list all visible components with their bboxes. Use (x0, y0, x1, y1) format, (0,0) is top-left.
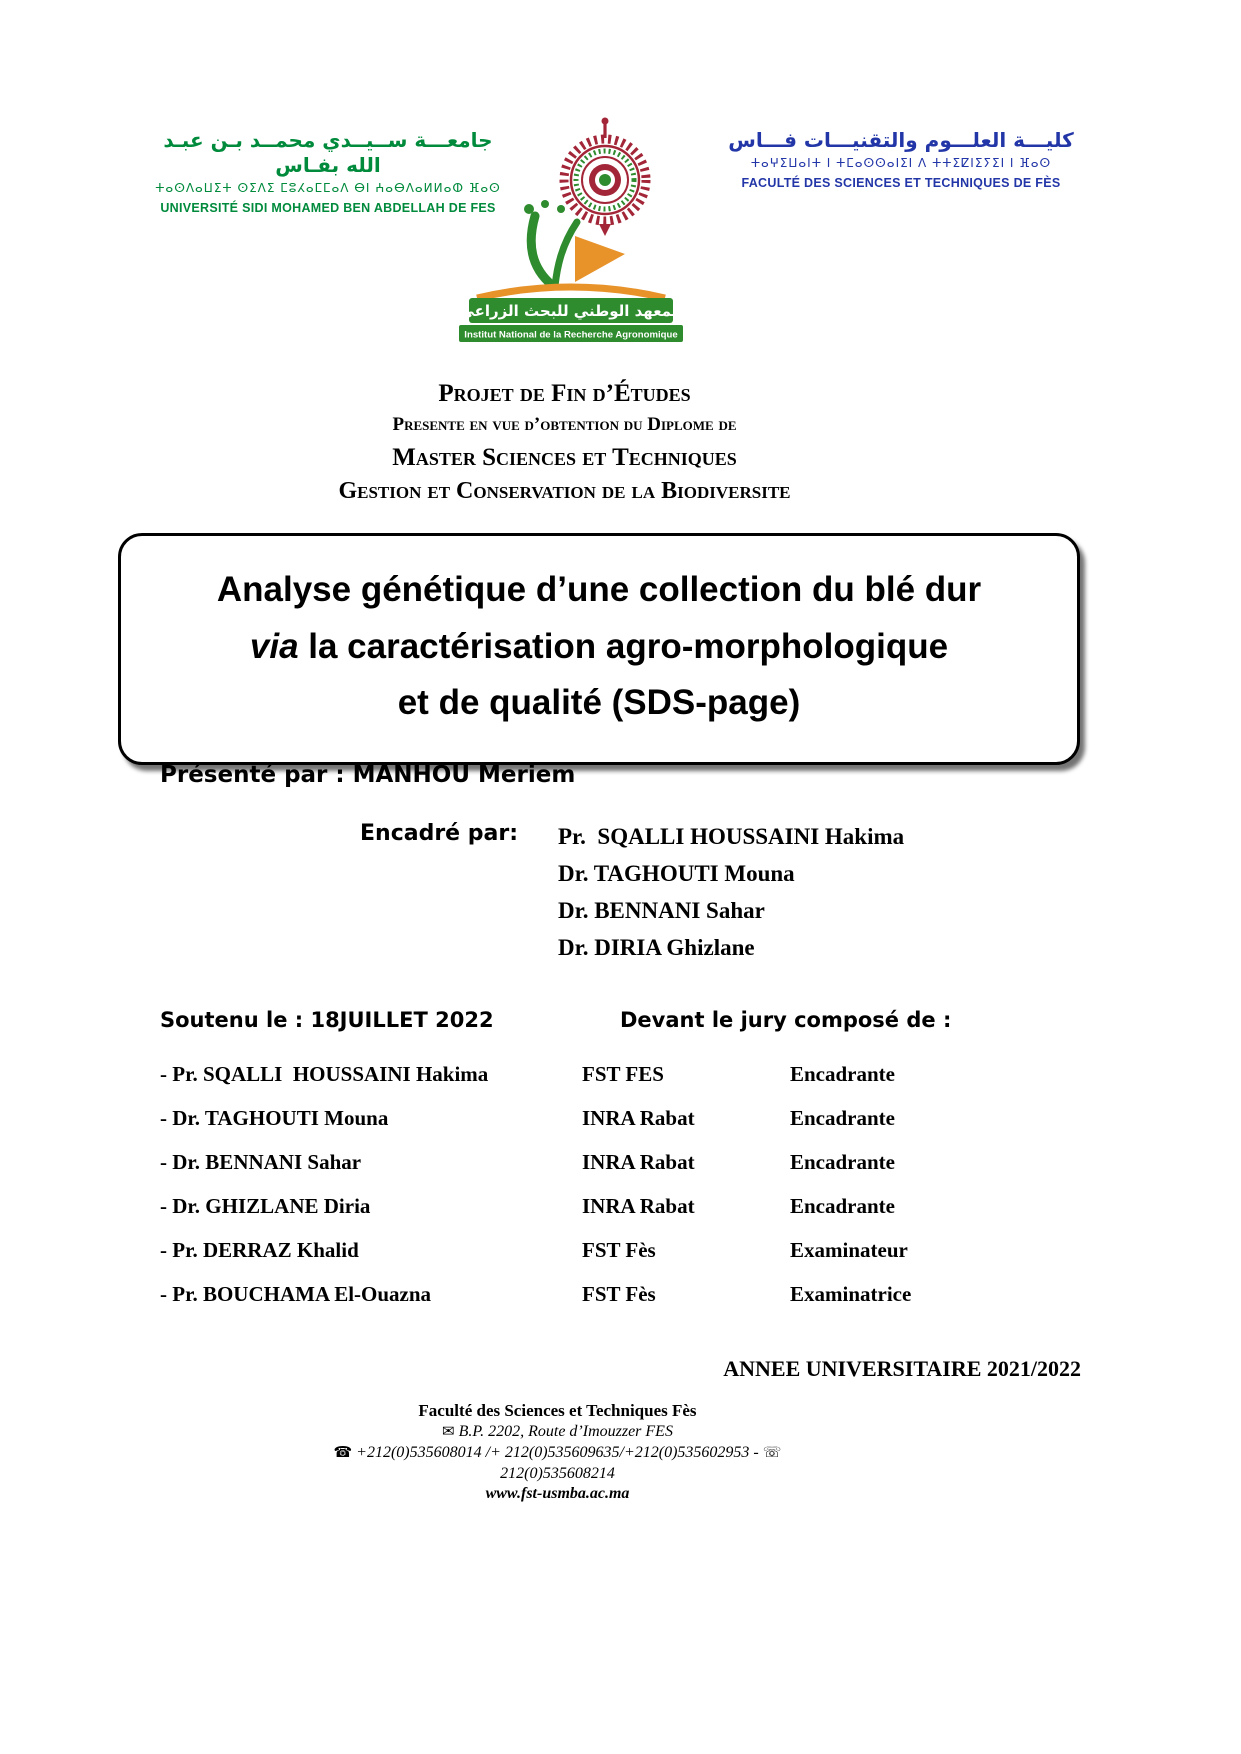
jury-member-role: Examinateur (790, 1237, 908, 1262)
defense-header (160, 1008, 1101, 1032)
phone-icon: ☎ (333, 1442, 353, 1461)
jury-row (160, 1096, 1100, 1140)
diploma-purpose: Presente en vue d’obtention du Diplome de (392, 414, 737, 435)
thesis-title-line3: et de qualité (SDS-page) (397, 683, 801, 723)
jury-row (160, 1052, 1100, 1096)
thesis-title-via: via (249, 626, 299, 666)
inra-plant-stem (531, 216, 553, 286)
jury-member-institution: FST Fès (582, 1237, 656, 1262)
jury-member-role: Encadrante (790, 1061, 895, 1086)
inra-name-french: Institut National de la Recherche Agronomique (464, 329, 678, 341)
footer-phone-line (0, 1443, 1115, 1464)
supervisor-item: Pr. SQALLI HOUSSAINI Hakima (558, 824, 905, 849)
thesis-title-line2-rest: la caractérisation agro-morphologique (298, 626, 949, 666)
supervisors-list (558, 818, 904, 966)
supervisor-item: Dr. BENNANI Sahar (558, 898, 765, 923)
jury-row (160, 1184, 1100, 1228)
footer (0, 1400, 1241, 1505)
jury-member-name: - Pr. BOUCHAMA El-Ouazna (160, 1281, 432, 1306)
faculty-name-arabic: كليـــة العلـــوم والتقنيـــات فـــاس (728, 128, 1074, 152)
supervised-by-label: Encadré par: (360, 821, 518, 846)
jury-member-role: Encadrante (790, 1193, 895, 1218)
jury-member-institution: INRA Rabat (582, 1193, 695, 1218)
jury-member-name: - Pr. SQALLI HOUSSAINI Hakima (160, 1061, 489, 1086)
jury-member-institution: INRA Rabat (582, 1105, 695, 1130)
jury-member-name: - Dr. BENNANI Sahar (160, 1149, 362, 1174)
inra-logo (455, 196, 687, 353)
inra-sail-icon (575, 236, 625, 282)
degree-name: Master Sciences et Techniques (392, 444, 737, 471)
footer-website: www.fst-usmba.ac.ma (485, 1485, 630, 1503)
footer-fax-number: 212(0)535608214 (500, 1464, 615, 1482)
jury-label: Devant le jury composé de : (620, 1008, 952, 1032)
defense-date: Soutenu le : 18JUILLET 2022 (160, 1008, 494, 1032)
faculty-block (701, 128, 1101, 192)
jury-member-name: - Dr. GHIZLANE Diria (160, 1193, 371, 1218)
jury-member-institution: FST FES (582, 1061, 664, 1086)
faculty-name-tifinagh: ⵜⴰⵖⵉⵡⴰⵏⵜ ⵏ ⵜⵎⴰⵙⵙⴰⵏⵉⵏ ⴷ ⵜⵜⵉⵇⵏⵉⵢⵉⵏ ⵏ ⴼⴰⵙ (750, 156, 1052, 170)
footer-phone-numbers: +212(0)535608014 /+ 212(0)535609635/+212(0)535602953 - (356, 1443, 759, 1461)
jury-table (160, 1052, 1100, 1316)
jury-member-institution: FST Fès (582, 1281, 656, 1306)
intro-block (0, 380, 1241, 505)
document-type: Projet de Fin d’Études (438, 380, 691, 407)
inra-name-arabic: المعهد الوطني للبحث الزراعي (459, 302, 683, 320)
jury-row (160, 1228, 1100, 1272)
supervision-block (360, 818, 904, 966)
university-name-arabic: جامعـــة ســيــدي محمــد بـن عبـد الله بفـاس (163, 128, 493, 177)
supervisor-item: Dr. TAGHOUTI Mouna (558, 861, 795, 886)
university-name-french: UNIVERSITÉ SIDI MOHAMED BEN ABDELLAH DE FES (160, 201, 496, 215)
mail-icon: ✉ (442, 1422, 455, 1441)
jury-member-role: Encadrante (790, 1105, 895, 1130)
jury-row (160, 1140, 1100, 1184)
faculty-name-french: FACULTÉ DES SCIENCES ET TECHNIQUES DE FÈS (741, 176, 1061, 190)
supervisor-item: Dr. DIRIA Ghizlane (558, 935, 755, 960)
jury-member-role: Examinatrice (790, 1281, 912, 1306)
university-name-tifinagh: ⵜⴰⵙⴷⴰⵡⵉⵜ ⵙⵉⴷⵉ ⵎⵓⵃⴰⵎⵎⴰⴷ ⴱⵏ ⵄⴰⴱⴷⴰⵍⵍⴰⵀ ⴼⴰⵙ (155, 181, 501, 195)
jury-row (160, 1272, 1100, 1316)
thesis-title-line1: Analyse génétique d’une collection du blé dur (216, 570, 982, 609)
jury-member-name: - Dr. TAGHOUTI Mouna (160, 1105, 389, 1130)
jury-member-name: - Pr. DERRAZ Khalid (160, 1237, 359, 1262)
thesis-title-line2 (135, 619, 1063, 676)
jury-member-role: Encadrante (790, 1149, 895, 1174)
specialty-name: Gestion et Conservation de la Biodiversite (338, 478, 791, 504)
footer-faculty-name: Faculté des Sciences et Techniques Fès (418, 1401, 697, 1420)
thesis-title-box (118, 533, 1080, 765)
jury-member-institution: INRA Rabat (582, 1149, 695, 1174)
footer-address (0, 1422, 1115, 1443)
footer-address-text: B.P. 2202, Route d’Imouzzer FES (458, 1423, 673, 1441)
presented-by: Présenté par : MANHOU Meriem (160, 762, 576, 788)
university-block (148, 128, 508, 217)
academic-year: ANNEE UNIVERSITAIRE 2021/2022 (723, 1356, 1081, 1381)
fax-icon: ☏ (762, 1442, 782, 1461)
